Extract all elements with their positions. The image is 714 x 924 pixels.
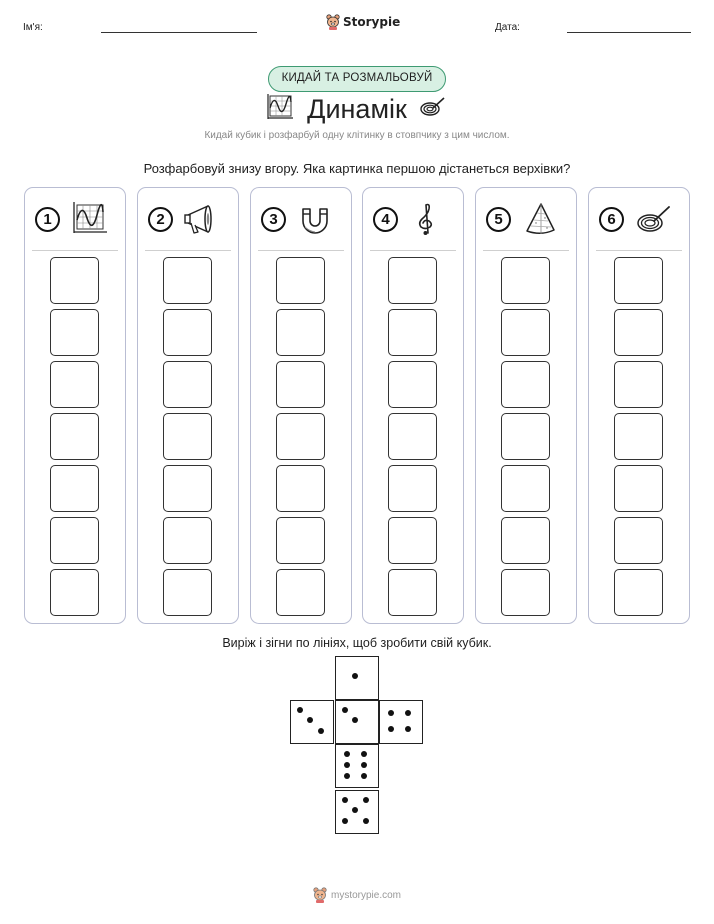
column-number: 4	[373, 207, 398, 232]
column-number: 6	[599, 207, 624, 232]
pip	[363, 818, 369, 824]
pip	[352, 807, 358, 813]
column-divider	[258, 250, 344, 251]
color-cell[interactable]	[388, 465, 437, 512]
color-cell[interactable]	[276, 309, 325, 356]
color-cell[interactable]	[614, 309, 663, 356]
treble-clef-icon	[407, 201, 447, 237]
color-cell[interactable]	[50, 361, 99, 408]
column-4	[362, 187, 464, 624]
column-2	[137, 187, 239, 624]
color-cell[interactable]	[501, 413, 550, 460]
color-cell[interactable]	[388, 309, 437, 356]
color-cell[interactable]	[50, 413, 99, 460]
pip	[307, 717, 313, 723]
pip	[297, 707, 303, 713]
die-face-6	[335, 744, 379, 788]
magnet-icon	[295, 201, 335, 237]
column-1	[24, 187, 126, 624]
die-face-2	[335, 700, 379, 744]
column-header	[589, 188, 689, 252]
pip	[344, 762, 350, 768]
coiled-wire-icon	[418, 94, 446, 118]
column-divider	[483, 250, 569, 251]
color-cell[interactable]	[163, 569, 212, 616]
date-label: Дата:	[495, 22, 520, 33]
pip	[363, 797, 369, 803]
color-cell[interactable]	[50, 465, 99, 512]
page-title: Динамік	[307, 94, 407, 124]
color-cell[interactable]	[614, 569, 663, 616]
pip	[388, 726, 394, 732]
footer	[0, 887, 714, 903]
pip	[361, 773, 367, 779]
name-label: Ім'я:	[23, 22, 43, 33]
color-cell[interactable]	[163, 465, 212, 512]
waveform-graph-icon	[69, 201, 109, 237]
column-divider	[145, 250, 231, 251]
brand-name: Storypie	[343, 15, 401, 29]
color-cell[interactable]	[163, 361, 212, 408]
pip	[361, 762, 367, 768]
color-cell[interactable]	[276, 465, 325, 512]
color-cell[interactable]	[50, 309, 99, 356]
die-net	[290, 656, 424, 836]
page-subtitle: Кидай кубик і розфарбуй одну клітинку в стовпчику з цим числом.	[204, 130, 510, 141]
name-line	[101, 32, 257, 33]
pip	[405, 726, 411, 732]
color-cell[interactable]	[163, 257, 212, 304]
pip	[344, 773, 350, 779]
color-cell[interactable]	[388, 517, 437, 564]
color-cell[interactable]	[163, 413, 212, 460]
column-5	[475, 187, 577, 624]
pip	[344, 751, 350, 757]
color-cell[interactable]	[501, 517, 550, 564]
color-cell[interactable]	[276, 569, 325, 616]
color-cell[interactable]	[614, 413, 663, 460]
color-cell[interactable]	[388, 569, 437, 616]
color-cell[interactable]	[163, 309, 212, 356]
die-face-3	[290, 700, 334, 744]
color-cell[interactable]	[501, 465, 550, 512]
megaphone-icon	[182, 201, 222, 237]
color-cell[interactable]	[50, 569, 99, 616]
pip	[361, 751, 367, 757]
bear-logo-icon	[313, 887, 327, 903]
column-6	[588, 187, 690, 624]
pip	[342, 797, 348, 803]
color-cell[interactable]	[163, 517, 212, 564]
color-cell[interactable]	[388, 361, 437, 408]
color-cell[interactable]	[501, 569, 550, 616]
pip	[405, 710, 411, 716]
color-cell[interactable]	[388, 413, 437, 460]
die-face-4	[379, 700, 423, 744]
column-header	[25, 188, 125, 252]
pip	[352, 717, 358, 723]
column-divider	[596, 250, 682, 251]
column-divider	[370, 250, 456, 251]
column-number: 3	[261, 207, 286, 232]
column-3	[250, 187, 352, 624]
pip	[318, 728, 324, 734]
date-line	[567, 32, 691, 33]
cut-instruction: Виріж і зігни по лініях, щоб зробити свій кубик.	[222, 636, 492, 650]
die-face-1	[335, 656, 379, 700]
column-number: 1	[35, 207, 60, 232]
pip	[388, 710, 394, 716]
color-cell[interactable]	[276, 257, 325, 304]
brand-logo	[326, 14, 400, 30]
column-header	[476, 188, 576, 252]
color-cell[interactable]	[614, 517, 663, 564]
color-cell[interactable]	[501, 309, 550, 356]
color-cell[interactable]	[276, 361, 325, 408]
column-header	[363, 188, 463, 252]
activity-badge: КИДАЙ ТА РОЗМАЛЬОВУЙ	[268, 66, 446, 92]
color-cell[interactable]	[614, 465, 663, 512]
color-cell[interactable]	[50, 257, 99, 304]
color-cell[interactable]	[501, 257, 550, 304]
color-cell[interactable]	[50, 517, 99, 564]
color-cell[interactable]	[276, 413, 325, 460]
color-cell[interactable]	[614, 361, 663, 408]
color-cell[interactable]	[501, 361, 550, 408]
column-number: 5	[486, 207, 511, 232]
die-face-5	[335, 790, 379, 834]
color-cell[interactable]	[276, 517, 325, 564]
pip	[342, 707, 348, 713]
pip	[342, 818, 348, 824]
pip	[352, 673, 358, 679]
coiled-wire-icon	[633, 201, 673, 237]
color-cell[interactable]	[614, 257, 663, 304]
column-header	[251, 188, 351, 252]
game-instruction: Розфарбовуй знизу вгору. Яка картинка першою дістанеться верхівки?	[143, 161, 571, 176]
footer-url[interactable]: mystorypie.com	[330, 889, 401, 901]
bear-logo-icon	[326, 14, 340, 30]
column-number: 2	[148, 207, 173, 232]
column-header	[138, 188, 238, 252]
color-cell[interactable]	[388, 257, 437, 304]
column-divider	[32, 250, 118, 251]
paper-cone-icon	[520, 201, 560, 237]
